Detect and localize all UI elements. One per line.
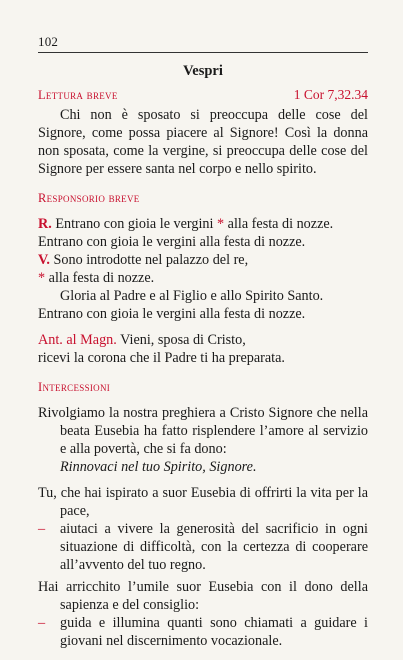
intercession-2-invocation: Hai arricchito l’umile suor Eusebia con il dono della sapienza e del consiglio: <box>38 579 368 613</box>
dash-mark: – <box>38 615 46 631</box>
intercessioni-intro-text: Rivolgiamo la nostra preghiera a Cristo Signore che nella beata Eusebia ha fatto risplendere l’amore al servizio e alla povertà, che si fa dono: <box>38 405 368 457</box>
intercessioni-response: Rinnovaci nel tuo Spirito, Signore. <box>60 459 257 475</box>
response-symbol: R. <box>38 216 52 232</box>
responsorio-line-1 <box>38 215 368 233</box>
responsorio-line-4-text: alla festa di nozze. <box>48 270 155 286</box>
lettura-heading: Lettura breve <box>38 88 118 102</box>
lettura-text: Chi non è sposato si preoccupa delle cose del Signore, come possa piacere al Signore! Così la donna non sposata, come la vergine, si preoccupa delle cose del Signore per essere santa nel corpo e nello spirito. <box>38 107 368 177</box>
antifona-line-2: ricevi la corona che il Padre ti ha preparata. <box>38 350 285 366</box>
lettura-reference: 1 Cor 7,32.34 <box>293 87 368 102</box>
intercession-1-petition-text: aiutaci a vivere la generosità del sacrificio in ogni situazione di difficoltà, con la certezza di cooperare all’avvento del tuo regno. <box>60 521 368 573</box>
lettura-heading-row <box>38 86 368 104</box>
header-rule <box>38 52 368 53</box>
intercession-2-petition-text: guida e illumina quanti sono chiamati a guidare i giovani nel discernimento vocazionale. <box>60 615 368 649</box>
responsorio-line-3-text: Sono introdotte nel palazzo del re, <box>53 252 249 268</box>
versicle-symbol: V. <box>38 252 50 268</box>
asterisk-mark: * <box>217 216 225 232</box>
intercessioni-intro <box>38 404 368 476</box>
responsorio-line-6: Entrano con gioia le vergini alla festa di nozze. <box>38 306 306 322</box>
responsorio-line-3 <box>38 251 368 269</box>
responsorio-heading: Responsorio breve <box>38 191 140 205</box>
intercession-2-petition <box>38 614 368 650</box>
intercession-1-invocation: Tu, che hai ispirato a suor Eusebia di offrirti la vita per la pace, <box>38 485 368 519</box>
page-content <box>38 62 368 650</box>
responsorio-line-2: Entrano con gioia le vergini alla festa di nozze. <box>38 234 306 250</box>
responsorio-line-1a: Entrano con gioia le vergini <box>55 216 214 232</box>
antifona-text-1: Vieni, sposa di Cristo, <box>120 332 246 348</box>
antifona-line-1 <box>38 331 368 349</box>
responsorio-line-4 <box>38 269 368 287</box>
intercessioni-heading: Intercessioni <box>38 380 111 394</box>
asterisk-mark: * <box>38 270 46 286</box>
page-number: 102 <box>38 34 59 49</box>
intercession-1-petition <box>38 520 368 574</box>
antifona-label: Ant. al Magn. <box>38 332 117 348</box>
responsorio-line-1b: alla festa di nozze. <box>227 216 334 232</box>
page-title: Vespri <box>183 63 223 79</box>
dash-mark: – <box>38 521 46 537</box>
responsorio-line-5: Gloria al Padre e al Figlio e allo Spirito Santo. <box>60 288 324 304</box>
